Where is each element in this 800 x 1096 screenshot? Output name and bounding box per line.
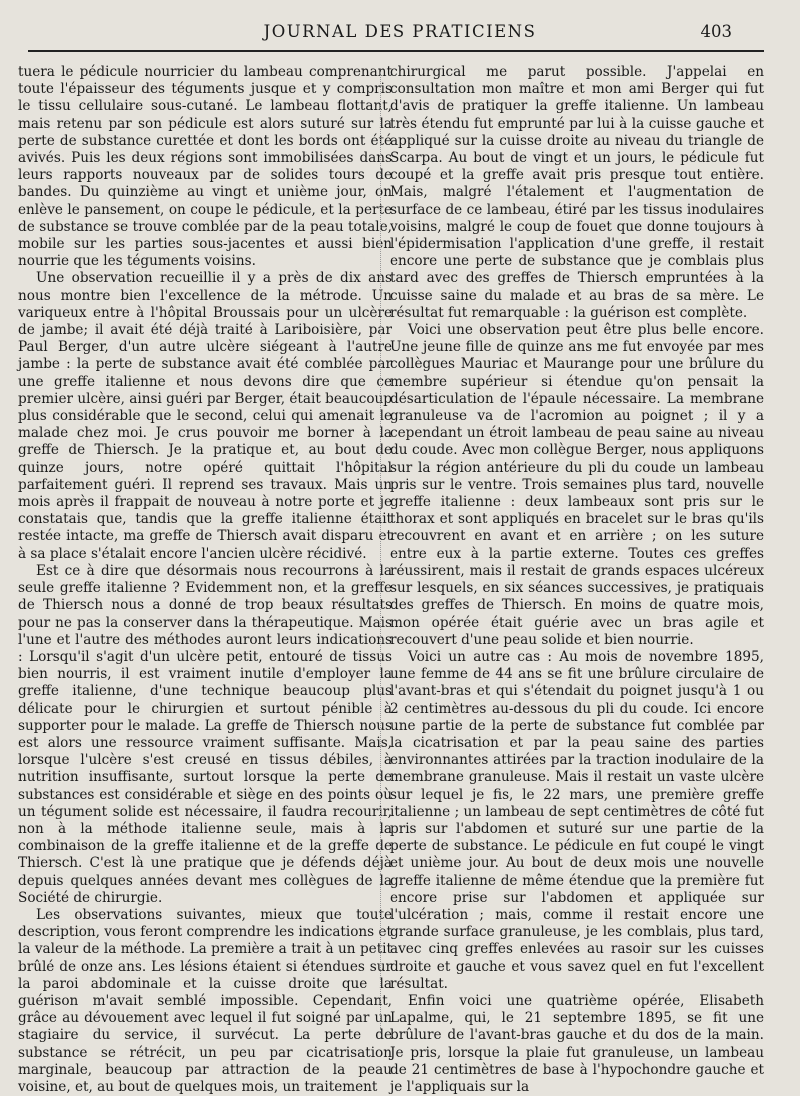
paragraph: chirurgical me parut possible. J'appelai en consultation mon maître et mon ami Berger qui fut d'avis de pratiquer la greffe italienne. Un lambeau très étendu fut emprunté par lui à la cuisse gauche et appliqué sur la cuisse droite au niveau du triangle de Scarpa. Au bout de vingt et un jours, le pédicule fut coupé et la greffe avait pris presque tout entière. Mais, malgré l'étalement et l'augmentation de surface de ce lambeau, étiré par les tissus inodulaires voisins, malgré le coup de fouet que donne toujours à l'épidermisation l'application d'une greffe, il restait encore une perte de substance que je comblais plus tard avec des greffes de Thiersch empruntées à la cuisse saine du malade et au bras de sa mère. Le résultat fut remarquable : la guérison est complète. xyxy=(390,64,764,321)
paragraph: Les observations suivantes, mieux que toute description, vous feront comprendre les indications et la valeur de la méthode. La première a trait à un petit brûlé de onze ans. Les lésions étaient si étendues sur la paroi abdominale et la cuisse droite que la guérison m'avait semblé impossible. Cependant, grâce au dévouement avec lequel il fut soigné par un stagiaire du service, il survécut. La perte de substance se rétrécit, un peu par cicatrisation marginale, beaucoup par attraction de la peau voisine, et, au bout de quelques mois, un traitement xyxy=(18,906,392,1095)
header-rule xyxy=(28,50,764,52)
journal-title: JOURNAL DES PRATICIENS xyxy=(263,22,537,41)
paragraph: Enfin voici une quatrième opérée, Elisabeth Lapalme, qui, le 21 septembre 1895, se fit une brûlure de l'avant-bras gauche et du dos de la main. Je pris, lorsque la plaie fut granuleuse, un lambeau de 21 centimètres de base à l'hypochondre gauche et je l'appliquais sur la xyxy=(390,992,764,1095)
paragraph: Une observation recueillie il y a près de dix ans nous montre bien l'excellence de la métrode. Un variqueux entre à l'hôpital Broussais pour un ulcère de jambe; il avait été déjà traité à Lariboisière, par Paul Berger, d'un autre ulcère siégeant à l'autre jambe : la perte de substance avait été comblée par une greffe italienne et nous devons dire que ce premier ulcère, ainsi guéri par Berger, était beaucoup plus considérable que le second, celui qui amenait le malade chez moi. Je crus pouvoir me borner à la greffe de Thiersch. Je la pratique et, au bout de quinze jours, notre opéré quittait l'hôpital parfaitement guéri. Il reprend ses travaux. Mais un mois après il frappait de nouveau à notre porte et je constatais que, tandis que la greffe italienne était restée intacte, ma greffe de Thiersch avait disparu et à sa place s'étalait encore l'ancien ulcère récidivé. xyxy=(18,270,392,562)
left-column xyxy=(18,64,392,1096)
paragraph: Est ce à dire que désormais nous recourrons à la seule greffe italienne ? Evidemment non, et la greffe de Thiersch nous a donné de trop beaux résultats pour ne pas la conserver dans la thérapeutique. Mais l'une et l'autre des méthodes auront leurs indications : Lorsqu'il s'agit d'un ulcère petit, entouré de tissus bien nourris, il est vraiment inutile d'employer la greffe italienne, d'une technique beaucoup plus délicate pour le chirurgien et surtout pénible à supporter pour le malade. La greffe de Thiersch nous est alors une ressource vraiment suffisante. Mais, lorsque l'ulcère s'est creusé en tissus débiles, à nutrition insuffisante, surtout lorsque la perte de substances est considérable et siège en des points où un tégument solide est nécessaire, il faudra recourir, non à la méthode italienne seule, mais à la combinaison de la greffe italienne et de la greffe de Thiersch. C'est là une pratique que je défends déjà depuis quelques années devant mes collègues de la Société de chirurgie. xyxy=(18,562,392,906)
paragraph: Voici une observation peut être plus belle encore. Une jeune fille de quinze ans me fut envoyée par mes collègues Mauriac et Maurange pour une brûlure du membre supérieur si étendue qu'on pensait la désarticulation de l'épaule nécessaire. La membrane granuleuse va de l'acromion au poignet ; il y a cependant un étroit lambeau de peau saine au niveau du coude. Avec mon collègue Berger, nous appliquons sur la région antérieure du pli du coude un lambeau pris sur le ventre. Trois semaines plus tard, nouvelle greffe italienne : deux lambeaux sont pris sur le thorax et sont appliqués en bracelet sur le bras qu'ils recouvrent en avant et en arrière ; on les suture entre eux à la partie externe. Toutes ces greffes réussirent, mais il restait de grands espaces ulcéreux sur lesquels, en six séances successives, je pratiquais des greffes de Thiersch. En moins de quatre mois, mon opérée était guérie avec un bras agile et recouvert d'une peau solide et bien nourrie. xyxy=(390,322,764,648)
paragraph: Voici un autre cas : Au mois de novembre 1895, une femme de 44 ans se fit une brûlure circulaire de l'avant-bras et qui s'étendait du poignet jusqu'à 1 ou 2 centimètres au-dessous du pli du coude. Ici encore une partie de la perte de substance fut comblée par la cicatrisation et par la peau saine des parties environnantes attirées par la traction inodulaire de la membrane granuleuse. Mais il restait un vaste ulcère sur lequel je fis, le 22 mars, une première greffe italienne ; un lambeau de sept centimètres de côté fut pris sur l'abdomen et suturé sur une partie de la perte de substance. Le pédicule en fut coupé le vingt et unième jour. Au bout de deux mois une nouvelle greffe italienne de même étendue que la première fut encore prise sur l'abdomen et appliquée sur l'ulcération ; mais, comme il restait encore une grande surface granuleuse, je les comblais, plus tard, avec cinq greffes enlevées au rasoir sur les cuisses droite et gauche et vous savez quel en fut l'excellent résultat. xyxy=(390,648,764,992)
column-divider xyxy=(380,72,381,1032)
page-header xyxy=(30,18,770,46)
right-column xyxy=(390,64,764,1096)
page-number: 403 xyxy=(700,22,732,41)
paragraph: tuera le pédicule nourricier du lambeau comprenant toute l'épaisseur des téguments jusque et y compris le tissu cellulaire sous-cutané. Le lambeau flottant, mais retenu par son pédicule est alors suturé sur la perte de substance curettée et dont les bords ont été avivés. Puis les deux régions sont immobilisées dans leurs rapports nouveaux par de solides tours de bandes. Du quinzième au vingt et unième jour, on enlève le pansement, on coupe le pédicule, et la perte de substance se trouve comblée par de la peau totale, mobile sur les parties sous-jacentes et aussi bien nourrie que les téguments voisins. xyxy=(18,64,392,270)
